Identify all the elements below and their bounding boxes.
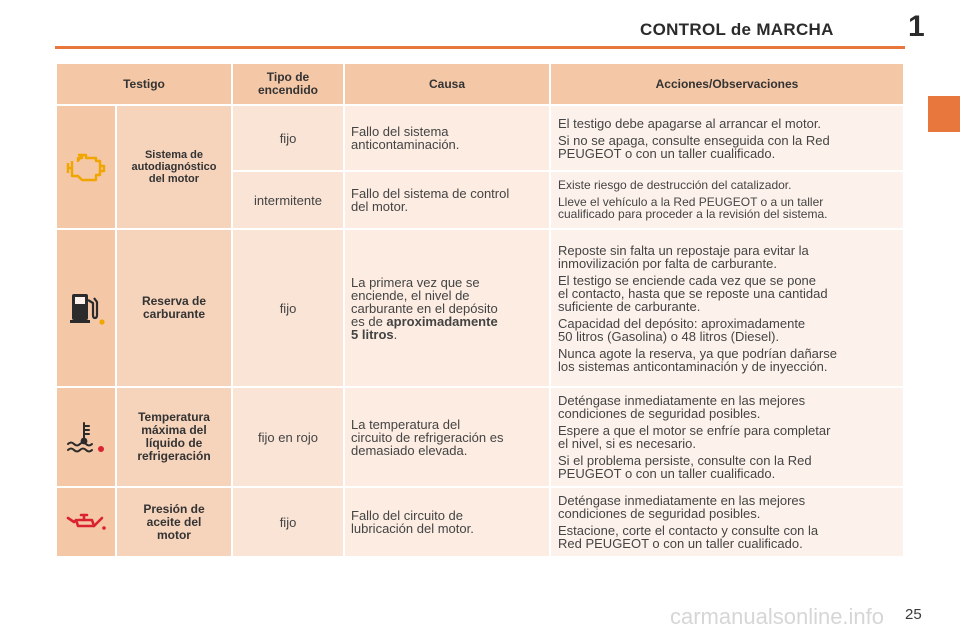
causa-line: anticontaminación. bbox=[351, 137, 460, 152]
table-row-icon-cell bbox=[57, 388, 115, 486]
accion-line: Deténgase inmediatamente en las mejores bbox=[558, 493, 806, 508]
warning-name-line: líquido de bbox=[145, 436, 203, 450]
causa-line: carburante en el depósito bbox=[351, 300, 498, 316]
table-cell-tipo bbox=[233, 388, 343, 486]
accion-paragraph bbox=[558, 179, 896, 192]
tipo-value: fijo bbox=[279, 130, 297, 146]
accion-paragraph bbox=[558, 524, 896, 550]
causa-line: . bbox=[393, 326, 398, 342]
column-header-tipo-line: encendido bbox=[257, 83, 318, 97]
accion-line: Si el problema persiste, consulte con la Red bbox=[558, 453, 812, 468]
warning-name-line: carburante bbox=[142, 307, 205, 321]
causa-line: es de bbox=[351, 313, 387, 329]
causa-emphasis: aproximadamente bbox=[386, 313, 498, 329]
accion-line: El testigo debe apagarse al arrancar el motor. bbox=[558, 115, 822, 131]
accion-line: PEUGEOT o con un taller cualificado. bbox=[558, 466, 776, 481]
tipo-value: fijo bbox=[279, 300, 297, 316]
table-row-icon-cell bbox=[57, 230, 115, 386]
causa-line: La primera vez que se bbox=[351, 274, 480, 290]
causa-line: Fallo del circuito de bbox=[351, 508, 463, 523]
table-row-name-cell bbox=[117, 388, 231, 486]
accion-line: cualificado para proceder a la revisión del sistema. bbox=[558, 207, 828, 222]
warning-name-line: Reserva de bbox=[141, 294, 207, 308]
tipo-value: fijo bbox=[279, 514, 297, 530]
warning-name-label bbox=[132, 149, 217, 185]
warning-name-label bbox=[143, 503, 204, 542]
accion-paragraph bbox=[558, 196, 896, 221]
accion-line: suficiente de carburante. bbox=[558, 298, 701, 314]
column-header-testigo bbox=[57, 64, 231, 104]
accion-line: los sistemas anticontaminación y de inyección. bbox=[558, 358, 828, 374]
causa-line: enciende, el nivel de bbox=[351, 287, 470, 303]
causa-line: La temperatura del bbox=[351, 416, 461, 432]
accion-line: Deténgase inmediatamente en las mejores bbox=[558, 393, 806, 408]
table-row-name-cell bbox=[117, 106, 231, 228]
accion-paragraph bbox=[558, 134, 896, 160]
column-header-causa-label: Causa bbox=[428, 76, 466, 91]
warning-name-line: refrigeración bbox=[137, 449, 211, 463]
warning-name-line: autodiagnóstico bbox=[131, 161, 217, 173]
accion-paragraph bbox=[558, 394, 896, 420]
accion-line: condiciones de seguridad posibles. bbox=[558, 506, 761, 521]
accion-line: Capacidad del depósito: aproximadamente bbox=[558, 315, 806, 331]
accion-line: El testigo se enciende cada vez que se pone bbox=[558, 272, 817, 288]
warning-name-line: Temperatura bbox=[138, 410, 210, 424]
causa-line: circuito de refrigeración es bbox=[351, 429, 504, 445]
table-row-icon-cell bbox=[57, 106, 115, 228]
page-title: CONTROL de MARCHA bbox=[640, 20, 834, 39]
accion-line: Nunca agote la reserva, ya que podrían dañarse bbox=[558, 345, 837, 361]
accion-line: Espere a que el motor se enfríe para completar bbox=[558, 423, 831, 438]
table-cell-causa bbox=[345, 388, 549, 486]
table-cell-tipo bbox=[233, 106, 343, 170]
table-cell-tipo bbox=[233, 230, 343, 386]
causa-line: Fallo del sistema de control bbox=[351, 186, 510, 201]
warning-name-label bbox=[142, 295, 206, 321]
accion-paragraph bbox=[558, 274, 896, 313]
table-cell-acciones bbox=[551, 172, 903, 228]
accion-line: condiciones de seguridad posibles. bbox=[558, 406, 761, 421]
accion-line: el contacto, hasta que se reposte una cantidad bbox=[558, 285, 828, 301]
accion-line: el nivel, si es necesario. bbox=[558, 436, 697, 451]
causa-line: Fallo del sistema bbox=[351, 124, 449, 139]
causa-line: demasiado elevada. bbox=[351, 442, 468, 458]
warning-name-line: Presión de bbox=[143, 501, 205, 516]
header-divider bbox=[55, 46, 905, 49]
accion-paragraph bbox=[558, 347, 896, 373]
accion-line: inmovilización por falta de carburante. bbox=[558, 255, 777, 271]
accion-line: Red PEUGEOT o con un taller cualificado. bbox=[558, 536, 803, 551]
causa-text bbox=[351, 509, 474, 535]
accion-paragraph bbox=[558, 317, 896, 343]
table-row-name-cell bbox=[117, 230, 231, 386]
accion-paragraph bbox=[558, 494, 896, 520]
accion-paragraph bbox=[558, 117, 896, 130]
table-cell-acciones bbox=[551, 388, 903, 486]
accion-paragraph bbox=[558, 244, 896, 270]
tipo-value: intermitente bbox=[254, 192, 322, 208]
column-header-testigo-label: Testigo bbox=[123, 76, 165, 91]
accion-line: Lleve el vehículo a la Red PEUGEOT o a un taller bbox=[558, 194, 824, 209]
watermark: carmanualsonline.info bbox=[670, 604, 885, 629]
fuel-pump-icon bbox=[64, 290, 108, 326]
chapter-tab-marker bbox=[928, 96, 960, 132]
accion-paragraph bbox=[558, 454, 896, 480]
table-cell-causa bbox=[345, 488, 549, 556]
table-cell-causa bbox=[345, 106, 549, 170]
table-row-icon-cell bbox=[57, 488, 115, 556]
accion-line: Si no se apaga, consulte enseguida con la Red bbox=[558, 132, 830, 148]
accion-line: Estacione, corte el contacto y consulte con la bbox=[558, 523, 819, 538]
oil-can-icon bbox=[64, 504, 108, 540]
causa-text bbox=[351, 187, 509, 213]
coolant-temperature-icon bbox=[64, 419, 108, 455]
warning-name-line: del motor bbox=[148, 173, 200, 185]
warning-name-line: motor bbox=[156, 527, 191, 542]
table-cell-acciones bbox=[551, 230, 903, 386]
column-header-causa bbox=[345, 64, 549, 104]
causa-line: del motor. bbox=[351, 199, 409, 214]
column-header-tipo-line: Tipo de bbox=[266, 70, 310, 84]
causa-emphasis: 5 litros bbox=[351, 326, 394, 342]
accion-line: 50 litros (Gasolina) o 48 litros (Diesel). bbox=[558, 328, 780, 344]
warning-name-line: Sistema de bbox=[144, 149, 204, 161]
causa-text bbox=[351, 125, 459, 151]
tipo-value: fijo en rojo bbox=[258, 429, 318, 445]
table-cell-acciones bbox=[551, 488, 903, 556]
table-cell-tipo bbox=[233, 488, 343, 556]
column-header-acciones-label: Acciones/Observaciones bbox=[655, 76, 799, 91]
column-header-acciones bbox=[551, 64, 903, 104]
table-cell-tipo bbox=[233, 172, 343, 228]
engine-icon bbox=[64, 149, 108, 185]
table-row-name-cell bbox=[117, 488, 231, 556]
warning-name-line: máxima del bbox=[141, 423, 207, 437]
causa-text bbox=[351, 276, 498, 341]
table-cell-acciones bbox=[551, 106, 903, 170]
chapter-number: 1 bbox=[908, 10, 925, 43]
causa-text bbox=[351, 418, 503, 457]
warning-name-label bbox=[137, 411, 210, 463]
accion-paragraph bbox=[558, 424, 896, 450]
column-header-tipo-label bbox=[258, 71, 318, 97]
page-number: 25 bbox=[905, 606, 922, 623]
accion-line: PEUGEOT o con un taller cualificado. bbox=[558, 145, 776, 161]
accion-line: Existe riesgo de destrucción del catalizador. bbox=[558, 178, 792, 193]
table-cell-causa bbox=[345, 172, 549, 228]
causa-line: lubricación del motor. bbox=[351, 521, 474, 536]
column-header-tipo bbox=[233, 64, 343, 104]
table-cell-causa bbox=[345, 230, 549, 386]
accion-line: Reposte sin falta un repostaje para evitar la bbox=[558, 242, 809, 258]
warning-name-line: aceite del bbox=[146, 514, 202, 529]
